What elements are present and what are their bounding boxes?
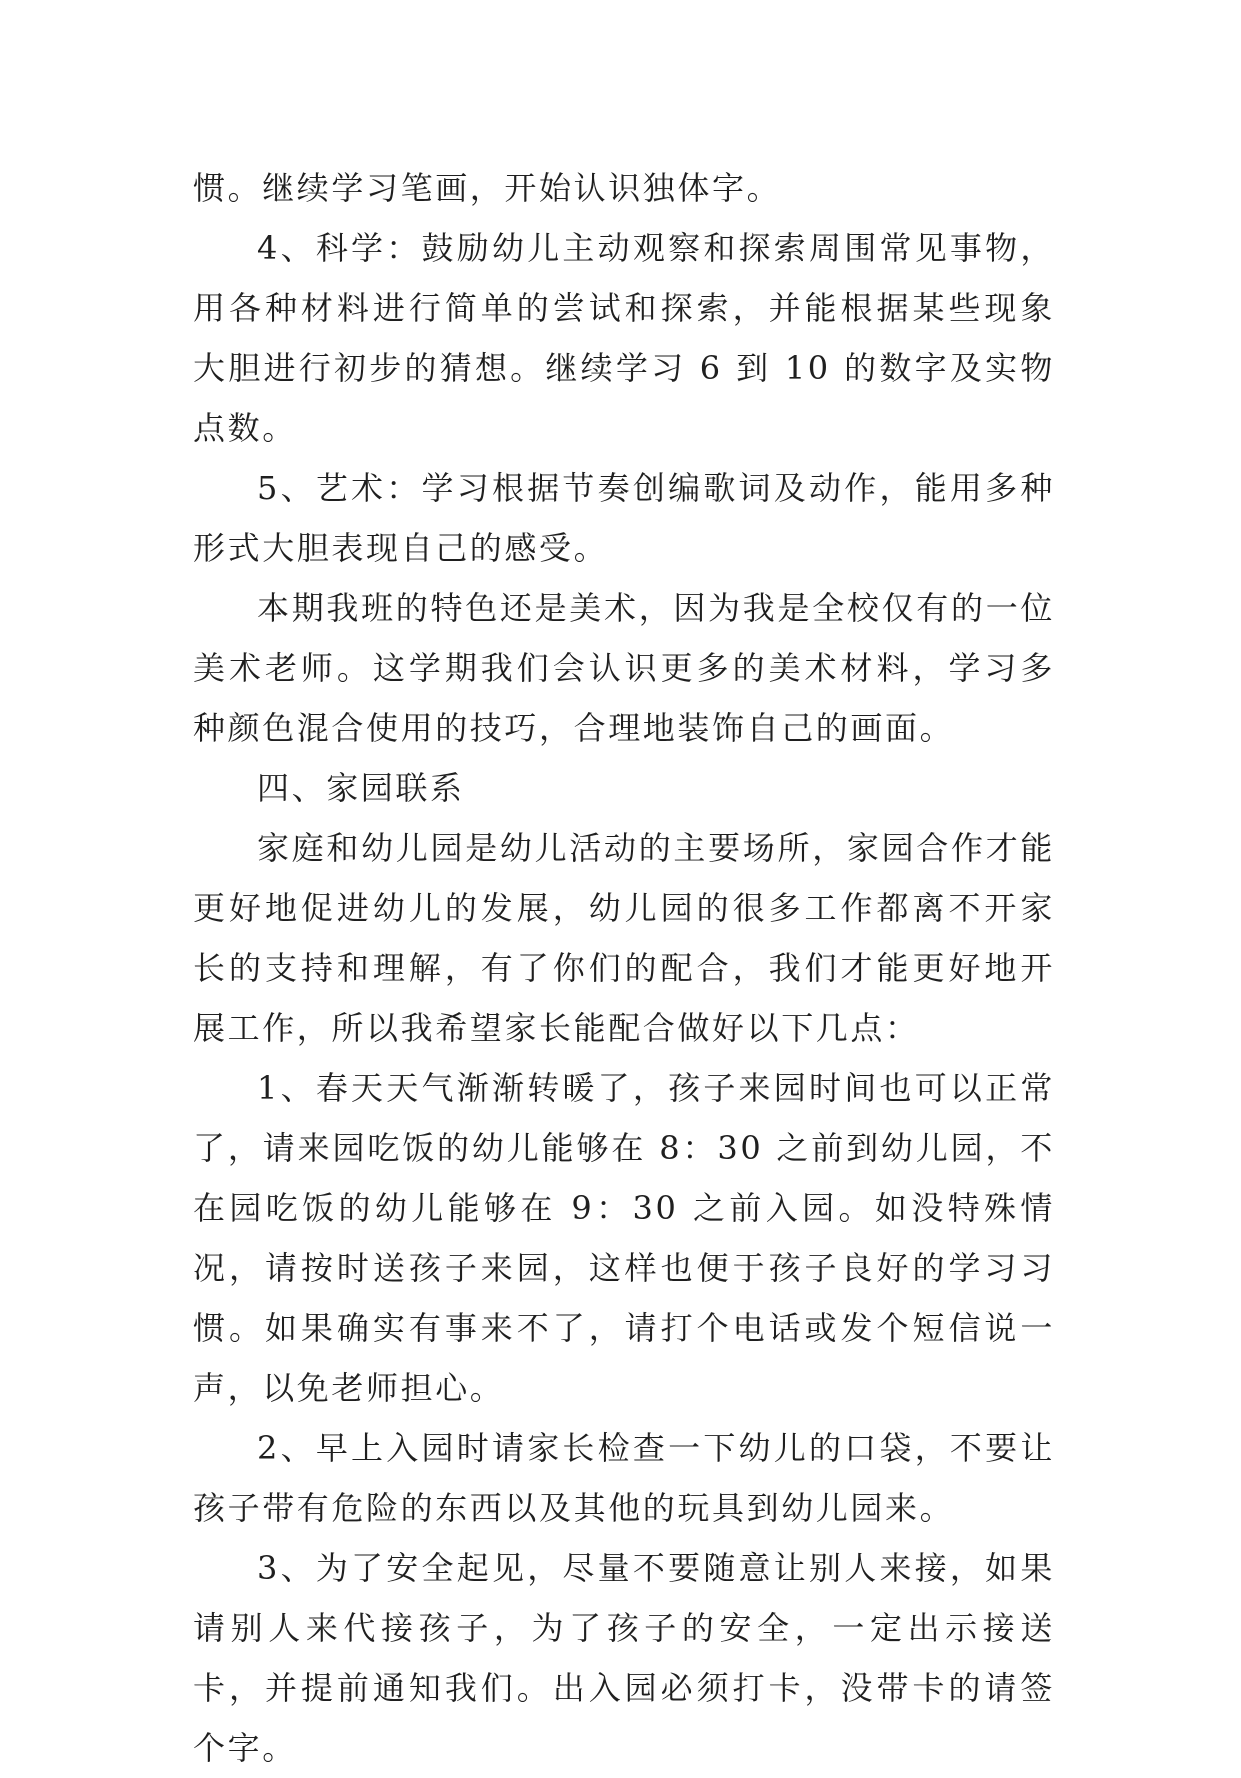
paragraph-home-school-intro: 家庭和幼儿园是幼儿活动的主要场所，家园合作才能更好地促进幼儿的发展，幼儿园的很多工作都离不开家长的支持和理解，有了你们的配合，我们才能更好地开展工作，所以我希望家长能配合做好以下几点： <box>193 829 1055 1047</box>
paragraph-science: 4、科学：鼓励幼儿主动观察和探索周围常见事物，用各种材料进行简单的尝试和探索，并能根据某些现象大胆进行初步的猜想。继续学习 6 到 10 的数字及实物点数。 <box>193 229 1055 447</box>
section-heading-home-school: 四、家园联系 <box>257 769 465 807</box>
paragraph-point-3: 3、为了安全起见，尽量不要随意让别人来接，如果请别人来代接孩子，为了孩子的安全，一定出示接送卡，并提前通知我们。出入园必须打卡，没带卡的请签个字。 <box>193 1549 1055 1767</box>
paragraph-continuation: 惯。继续学习笔画，开始认识独体字。 <box>193 169 782 207</box>
paragraph-point-2: 2、早上入园时请家长检查一下幼儿的口袋，不要让孩子带有危险的东西以及其他的玩具到幼儿园来。 <box>193 1429 1055 1527</box>
paragraph-class-feature: 本期我班的特色还是美术，因为我是全校仅有的一位美术老师。这学期我们会认识更多的美术材料，学习多种颜色混合使用的技巧，合理地装饰自己的画面。 <box>193 589 1055 747</box>
paragraph-art: 5、艺术：学习根据节奏创编歌词及动作，能用多种形式大胆表现自己的感受。 <box>193 469 1055 567</box>
document-body <box>193 158 1055 1778</box>
paragraph-point-1: 1、春天天气渐渐转暖了，孩子来园时间也可以正常了，请来园吃饭的幼儿能够在 8：30 之前到幼儿园，不在园吃饭的幼儿能够在 9：30 之前入园。如没特殊情况，请按时送孩子来园，这样也便于孩子良好的学习习惯。如果确实有事来不了，请打个电话或发个短信说一声，以免老师担心。 <box>193 1069 1055 1407</box>
